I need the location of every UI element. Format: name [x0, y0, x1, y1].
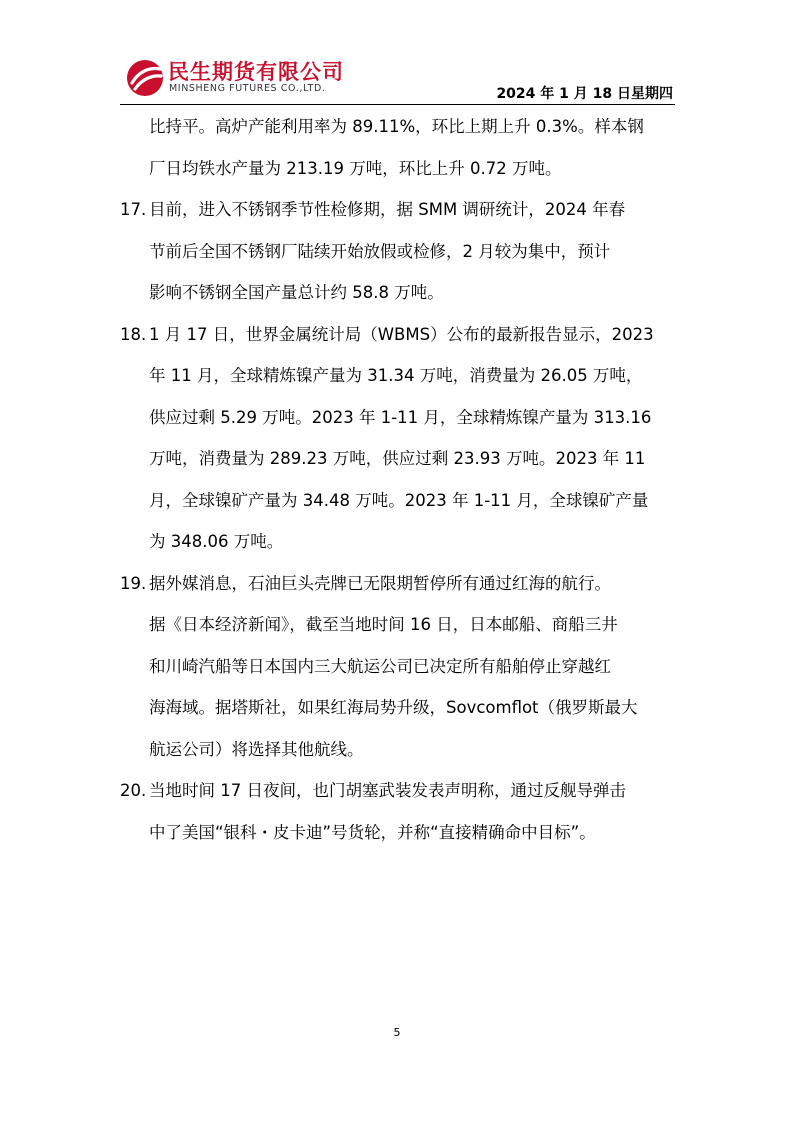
news-item-18 — [120, 314, 680, 563]
text-line: 中了美国“银科・皮卡迪”号货轮，并称“直接精确命中目标”。 — [149, 822, 596, 842]
page-header — [120, 52, 675, 104]
text-line: 万吨，消费量为 289.23 万吨，供应过剩 23.93 万吨。2023 年 11 — [149, 449, 646, 468]
text-line: 月，全球镍矿产量为 34.48 万吨。2023 年 1-11 月，全球镍矿产量 — [149, 490, 649, 510]
text-line: 当地时间 17 日夜间，也门胡塞武装发表声明称，通过反舰导弹击 — [149, 781, 626, 800]
text-line: 1 月 17 日，世界金属统计局（WBMS）公布的最新报告显示，2023 — [149, 324, 654, 344]
page-number: 5 — [393, 1026, 401, 1039]
news-item-17 — [120, 189, 680, 314]
item-number: 20. — [120, 781, 147, 800]
text-line: 节前后全国不锈钢厂陆续开始放假或检修，2 月较为集中，预计 — [149, 241, 611, 261]
news-item-20 — [120, 770, 680, 853]
header-divider — [120, 104, 675, 105]
text-line: 供应过剩 5.29 万吨。2023 年 1-11 月，全球精炼镍产量为 313.16 — [149, 407, 652, 427]
text-line: 年 11 月，全球精炼镍产量为 31.34 万吨，消费量为 26.05 万吨， — [149, 366, 643, 385]
report-date: 2024 年 1 月 18 日星期四 — [496, 86, 673, 102]
company-name-cn: 民生期货有限公司 — [168, 60, 344, 84]
text-line: 据《日本经济新闻》，截至当地时间 16 日，日本邮船、商船三井 — [149, 615, 618, 634]
text-line: 比持平。高炉产能利用率为 89.11%，环比上期上升 0.3%。样本钢 — [149, 117, 644, 136]
company-name-en: MINSHENG FUTURES CO.,LTD. — [169, 83, 326, 94]
text-line: 影响不锈钢全国产量总计约 58.8 万吨。 — [149, 283, 444, 302]
text-line: 和川崎汽船等日本国内三大航运公司已决定所有船舶停止穿越红 — [149, 656, 611, 676]
minsheng-logo-icon — [125, 58, 165, 98]
text-line: 厂日均铁水产量为 213.19 万吨，环比上升 0.72 万吨。 — [149, 158, 562, 178]
text-line: 据外媒消息，石油巨头壳牌已无限期暂停所有通过红海的航行。 — [149, 573, 611, 593]
text-line: 航运公司）将选择其他航线。 — [149, 739, 364, 759]
text-line: 为 348.06 万吨。 — [149, 532, 284, 551]
paragraph-continued — [120, 106, 680, 189]
item-number: 19. — [120, 573, 147, 593]
item-number: 17. — [120, 200, 147, 219]
text-line: 目前，进入不锈钢季节性检修期，据 SMM 调研统计，2024 年春 — [149, 200, 626, 219]
item-number: 18. — [120, 324, 147, 344]
report-body — [120, 106, 680, 853]
text-line: 海海域。据塔斯社，如果红海局势升级，Sovcomflot（俄罗斯最大 — [149, 698, 638, 717]
news-item-19 — [120, 563, 680, 771]
